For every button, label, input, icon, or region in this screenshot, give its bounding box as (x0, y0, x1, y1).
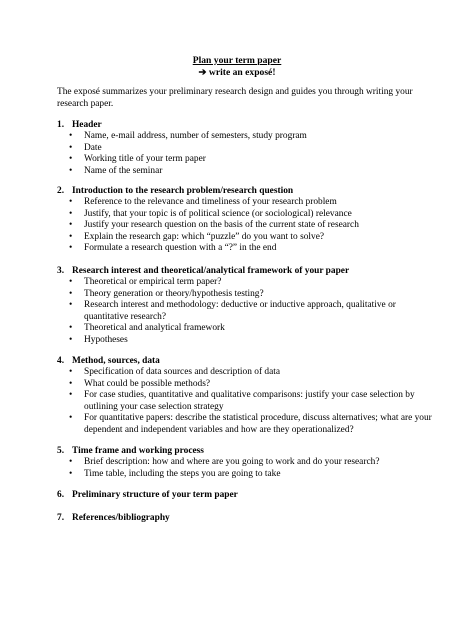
bullet-list (57, 367, 437, 437)
list-item: • Theoretical or empirical term paper? (57, 277, 437, 289)
list-item: • Research interest and methodology: deductive or inductive approach, qualitative or quantitative research? (57, 300, 437, 323)
page-subtitle: ➔ write an exposé! (198, 67, 276, 78)
list-item: • Hypotheses (57, 335, 437, 347)
page-title: Plan your term paper (192, 55, 282, 66)
list-item: • Specification of data sources and description of data (57, 367, 437, 379)
section-method (57, 355, 437, 437)
section-introduction (57, 185, 437, 255)
bullet-list (57, 131, 437, 177)
section-heading: 5. Time frame and working process (57, 446, 204, 456)
bullet-list (57, 277, 437, 347)
list-item: • Working title of your term paper (57, 154, 437, 166)
section-heading: 3. Research interest and theoretical/analytical framework of your paper (57, 266, 350, 276)
list-item: • Date (57, 143, 437, 155)
section-heading: 7. References/bibliography (57, 513, 170, 523)
list-item: • Name of the seminar (57, 166, 437, 178)
section-heading: 4. Method, sources, data (57, 356, 160, 366)
list-item: • Justify, that your topic is of political science (or sociological) relevance (57, 209, 437, 221)
section-heading: 6. Preliminary structure of your term paper (57, 490, 238, 500)
list-item: • For quantitative papers: describe the statistical procedure, discuss alternatives; what are your dependent and independent variables and how are they operationalized? (57, 413, 437, 436)
section-time-frame (57, 445, 437, 480)
list-item: • Time table, including the steps you are going to take (57, 469, 437, 481)
list-item: • Name, e-mail address, number of semesters, study program (57, 131, 437, 143)
bullet-list (57, 197, 437, 255)
list-item: • Reference to the relevance and timeliness of your research problem (57, 197, 437, 209)
list-item: • Theory generation or theory/hypothesis testing? (57, 289, 437, 301)
list-item: • Justify your research question on the basis of the current state of research (57, 220, 437, 232)
section-heading: 2. Introduction to the research problem/research question (57, 186, 294, 196)
section-heading: 1. Header (57, 120, 102, 130)
bullet-list (57, 457, 437, 480)
section-research-interest (57, 265, 437, 347)
section-references (57, 512, 437, 524)
list-item: • For case studies, quantitative and qualitative comparisons: justify your case selection by outlining your case selection strategy (57, 390, 437, 413)
section-header (57, 119, 437, 177)
list-item: • What could be possible methods? (57, 379, 437, 391)
list-item: • Brief description: how and where are you going to work and do your research? (57, 457, 437, 469)
intro-paragraph: The exposé summarizes your preliminary research design and guides you through writing your research paper. (57, 87, 413, 109)
list-item: • Explain the research gap: which “puzzle” do you want to solve? (57, 232, 437, 244)
list-item: • Theoretical and analytical framework (57, 323, 437, 335)
section-preliminary-structure (57, 489, 437, 501)
list-item: • Formulate a research question with a “?” in the end (57, 243, 437, 255)
